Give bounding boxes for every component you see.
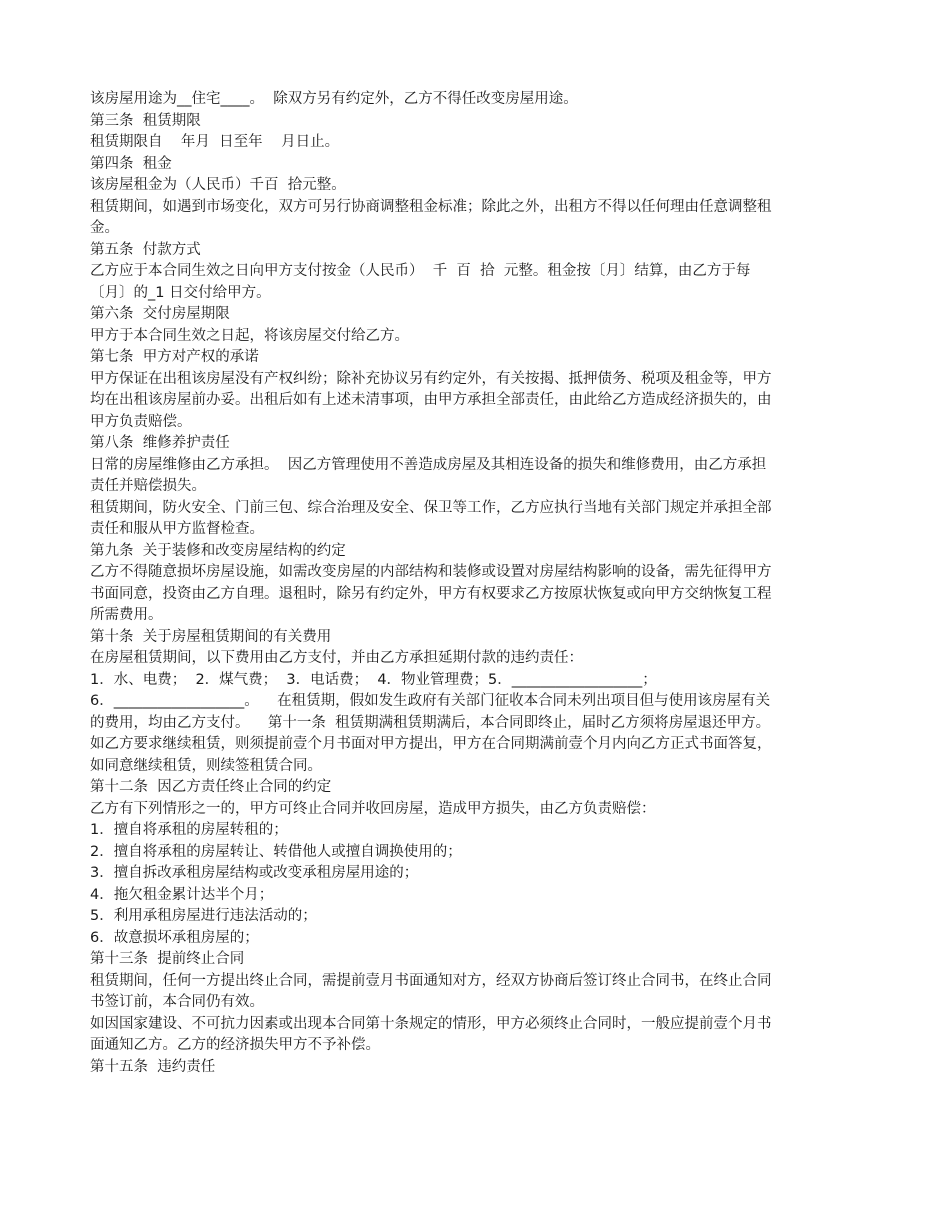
- clause-text: 甲方于本合同生效之日起，将该房屋交付给乙方。: [90, 327, 409, 344]
- clause-heading: 第七条 甲方对产权的承诺: [90, 349, 259, 365]
- clause-text: 如同意继续租赁，则续签租赁合同。: [90, 757, 322, 774]
- clause-heading: 第三条 租赁期限: [90, 112, 201, 129]
- clause-text: 租赁期间，如遇到市场变化，双方可另行协商调整租金标准；除此之外，出租方不得以任何理由任意调整租: [90, 198, 772, 215]
- clause-text: 书面同意，投资由乙方自理。退租时，除另有约定外，甲方有权要求乙方按原状恢复或向甲方交纳恢复工程: [90, 585, 772, 602]
- list-item: 5．利用承租房屋进行违法活动的；: [90, 908, 317, 924]
- clause-text: 租赁期间，防火安全、门前三包、综合治理及安全、保卫等工作，乙方应执行当地有关部门规定并承担全部: [90, 499, 772, 516]
- clause-heading: 第十五条 违约责任: [90, 1058, 216, 1075]
- clause-text: 的费用，均由乙方支付。 第十一条 租赁期满租赁期满后，本合同即终止，届时乙方须将房屋退还甲方。: [90, 714, 771, 731]
- clause-text: 甲方负责赔偿。: [90, 413, 192, 430]
- clause-heading: 第十三条 提前终止合同: [90, 951, 245, 967]
- clause-heading: 第八条 维修养护责任: [90, 435, 230, 451]
- list-item: 6．故意损坏承租房屋的；: [90, 929, 259, 946]
- fee-list-line: 6．__________________。 在租赁期，假如发生政府有关部门征收本合同未列出项目但与使用该房屋有关: [90, 693, 771, 709]
- list-item: 2．擅自将承租的房屋转让、转借他人或擅自调换使用的；: [90, 843, 462, 860]
- clause-text: 面通知乙方。乙方的经济损失甲方不予补偿。: [90, 1037, 380, 1053]
- fee-list-line: 1．水、电费； 2．煤气费； 3．电话费； 4．物业管理费；5．__________________；: [90, 671, 657, 688]
- clause-text: 均在出租该房屋前办妥。出租后如有上述未清事项，由甲方承担全部责任，由此给乙方造成经济损失的，由: [90, 392, 772, 408]
- clause-text: 租赁期限自 年月 日至年 月日止。: [90, 134, 340, 150]
- clause-text: 甲方保证在出租该房屋没有产权纠纷；除补充协议另有约定外，有关按揭、抵押债务、税项及租金等，甲方: [90, 370, 772, 387]
- clause-text: 责任和服从甲方监督检查。: [90, 521, 264, 537]
- clause-text: 金。: [90, 220, 119, 236]
- clause-text: 日常的房屋维修由乙方承担。 因乙方管理使用不善造成房屋及其相连设备的损失和维修费用，由乙方承担: [90, 456, 767, 473]
- clause-text: 该房屋租金为（人民币）千百 拾元整。: [90, 177, 346, 193]
- clause-text: 如乙方要求继续租赁，则须提前壹个月书面对甲方提出，甲方在合同期满前壹个月内向乙方正式书面答复，: [90, 736, 772, 752]
- clause-text: 责任并赔偿损失。: [90, 478, 206, 494]
- list-item: 1．擅自将承租的房屋转租的；: [90, 822, 288, 838]
- clause-text: 所需费用。: [90, 607, 163, 623]
- clause-text: 在房屋租赁期间，以下费用由乙方支付，并由乙方承担延期付款的违约责任：: [90, 650, 583, 666]
- clause-text: 如因国家建设、不可抗力因素或出现本合同第十条规定的情形，甲方必须终止合同时，一般应提前壹个月书: [90, 1015, 772, 1032]
- clause-text: 〔月〕的_1 日交付给甲方。: [90, 284, 271, 301]
- clause-text: 书签订前，本合同仍有效。: [90, 994, 264, 1010]
- clause-text: 该房屋用途为__住宅____。 除双方另有约定外，乙方不得任改变房屋用途。: [90, 91, 578, 107]
- clause-heading: 第十条 关于房屋租赁期间的有关费用: [90, 628, 332, 645]
- clause-heading: 第九条 关于装修和改变房屋结构的约定: [90, 542, 346, 559]
- clause-heading: 第四条 租金: [90, 155, 172, 172]
- clause-text: 租赁期间，任何一方提出终止合同，需提前壹月书面通知对方，经双方协商后签订终止合同书，在终止合同: [90, 972, 772, 989]
- clause-heading: 第十二条 因乙方责任终止合同的约定: [90, 779, 332, 795]
- clause-text: 乙方应于本合同生效之日向甲方支付按金（人民币） 千 百 拾 元整。租金按〔月〕结算，由乙方于每: [90, 263, 751, 279]
- contract-page: [90, 89, 865, 1078]
- clause-heading: 第六条 交付房屋期限: [90, 306, 230, 322]
- clause-text: 乙方有下列情形之一的，甲方可终止合同并收回房屋，造成甲方损失，由乙方负责赔偿：: [90, 800, 656, 817]
- list-item: 4．拖欠租金累计达半个月；: [90, 886, 274, 903]
- list-item: 3．擅自拆改承租房屋结构或改变承租房屋用途的；: [90, 865, 419, 881]
- clause-heading: 第五条 付款方式: [90, 241, 201, 258]
- clause-text: 乙方不得随意损坏房屋设施，如需改变房屋的内部结构和装修或设置对房屋结构影响的设备，需先征得甲方: [90, 564, 772, 580]
